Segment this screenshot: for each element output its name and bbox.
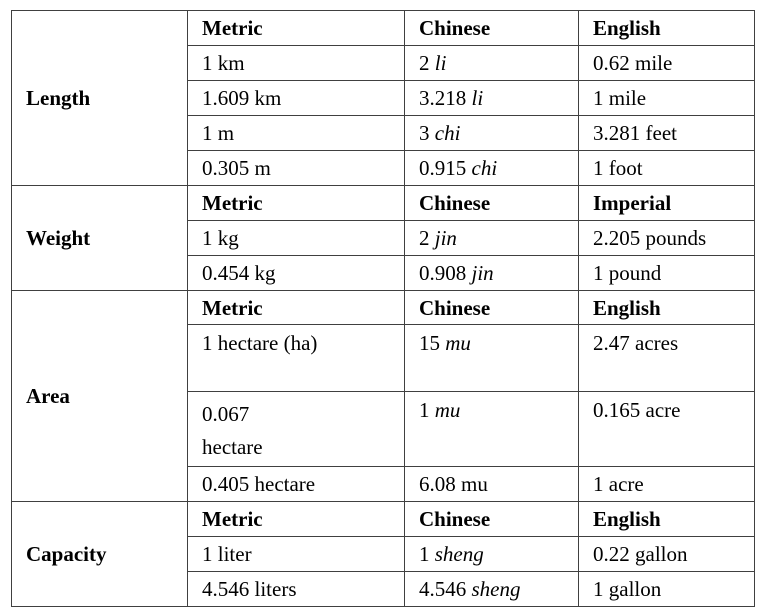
- chinese-unit: jin: [434, 226, 457, 250]
- metric-cell: 1 m: [188, 116, 405, 151]
- metric-value: 0.067 hectare: [202, 402, 263, 459]
- col-header-english: English: [579, 291, 755, 325]
- metric-cell: 4.546 liters: [188, 572, 405, 607]
- chinese-value: 4.546: [419, 577, 467, 601]
- category-weight: Weight: [12, 186, 188, 291]
- chinese-unit: chi: [471, 156, 498, 180]
- metric-cell: 0.305 m: [188, 151, 405, 186]
- chinese-cell: [405, 81, 579, 116]
- english-cell: 1 gallon: [579, 572, 755, 607]
- imperial-cell: 2.205 pounds: [579, 221, 755, 256]
- english-cell: 0.165 acre: [579, 392, 755, 467]
- chinese-unit: li: [434, 51, 447, 75]
- english-cell: 0.62 mile: [579, 46, 755, 81]
- imperial-cell: 1 pound: [579, 256, 755, 291]
- metric-cell: 1 km: [188, 46, 405, 81]
- chinese-unit: sheng: [434, 542, 484, 566]
- chinese-cell: [405, 537, 579, 572]
- chinese-cell: 6.08 mu: [405, 467, 579, 502]
- chinese-unit: mu: [445, 331, 471, 355]
- chinese-unit: sheng: [471, 577, 521, 601]
- metric-cell: 1.609 km: [188, 81, 405, 116]
- unit-conversion-table: [11, 10, 755, 607]
- metric-cell: 0.454 kg: [188, 256, 405, 291]
- english-cell: 1 mile: [579, 81, 755, 116]
- chinese-value: 0.915: [419, 156, 467, 180]
- chinese-cell: [405, 325, 579, 392]
- chinese-value: 3.218: [419, 86, 467, 110]
- col-header-metric: Metric: [188, 502, 405, 537]
- chinese-cell: [405, 221, 579, 256]
- col-header-metric: Metric: [188, 186, 405, 221]
- chinese-value: 2: [419, 226, 430, 250]
- col-header-english: English: [579, 11, 755, 46]
- length-header-row: [12, 11, 755, 46]
- col-header-chinese: Chinese: [405, 502, 579, 537]
- chinese-cell: [405, 572, 579, 607]
- category-area: Area: [12, 291, 188, 502]
- chinese-value: 0.908: [419, 261, 467, 285]
- chinese-unit: chi: [434, 121, 461, 145]
- col-header-metric: Metric: [188, 11, 405, 46]
- chinese-cell: [405, 256, 579, 291]
- col-header-chinese: Chinese: [405, 11, 579, 46]
- chinese-cell: [405, 151, 579, 186]
- col-header-chinese: Chinese: [405, 186, 579, 221]
- metric-cell: 1 liter: [188, 537, 405, 572]
- col-header-english: English: [579, 502, 755, 537]
- chinese-unit: mu: [434, 398, 461, 422]
- metric-cell: [188, 392, 405, 467]
- english-cell: 3.281 feet: [579, 116, 755, 151]
- english-cell: 2.47 acres: [579, 325, 755, 392]
- chinese-value: 3: [419, 121, 430, 145]
- capacity-header-row: [12, 502, 755, 537]
- weight-header-row: [12, 186, 755, 221]
- english-cell: 1 acre: [579, 467, 755, 502]
- category-length: Length: [12, 11, 188, 186]
- english-cell: 1 foot: [579, 151, 755, 186]
- chinese-cell: [405, 116, 579, 151]
- col-header-chinese: Chinese: [405, 291, 579, 325]
- area-header-row: [12, 291, 755, 325]
- english-cell: 0.22 gallon: [579, 537, 755, 572]
- chinese-cell: [405, 46, 579, 81]
- chinese-value: 1: [419, 398, 430, 422]
- metric-cell: 0.405 hectare: [188, 467, 405, 502]
- chinese-value: 15: [419, 331, 440, 355]
- metric-cell: 1 hectare (ha): [188, 325, 405, 392]
- metric-cell: 1 kg: [188, 221, 405, 256]
- chinese-value: 2: [419, 51, 430, 75]
- chinese-unit: li: [471, 86, 484, 110]
- chinese-unit: jin: [471, 261, 494, 285]
- col-header-metric: Metric: [188, 291, 405, 325]
- category-capacity: Capacity: [12, 502, 188, 607]
- col-header-imperial: Imperial: [579, 186, 755, 221]
- chinese-value: 1: [419, 542, 430, 566]
- chinese-cell: [405, 392, 579, 467]
